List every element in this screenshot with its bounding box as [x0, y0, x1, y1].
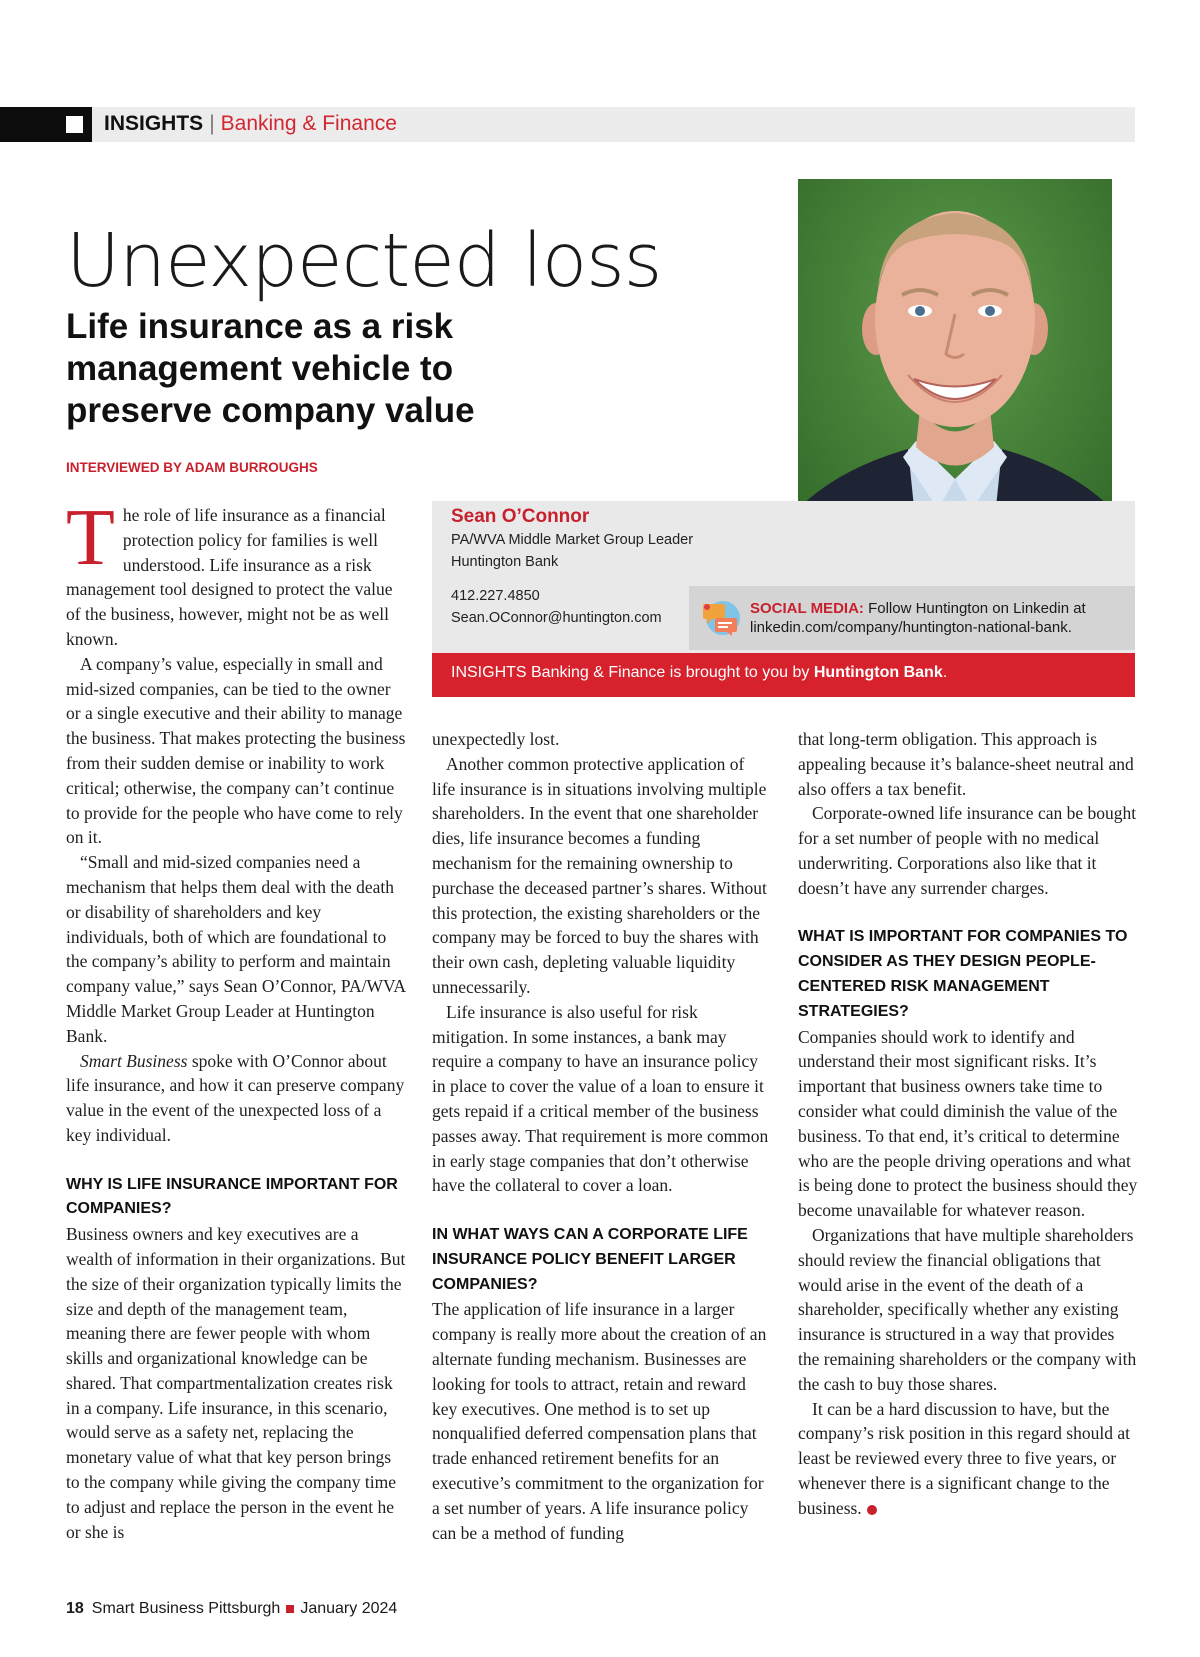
body-paragraph: unexpectedly lost.	[432, 729, 560, 749]
section-heading: WHY IS LIFE INSURANCE IMPORTANT FOR COMPANIES?	[66, 1175, 398, 1218]
article-title: Unexpected loss	[66, 218, 662, 304]
lead-paragraph-text: he role of life insurance as a financial protection policy for families is well understood. Life insurance as a risk management tool designed to protect the value of the business, however, might not be as well known.	[66, 505, 393, 649]
header-square-icon	[66, 116, 83, 133]
section-heading: IN WHAT WAYS CAN A CORPORATE LIFE INSURANCE POLICY BENEFIT LARGER COMPANIES?	[432, 1225, 748, 1293]
profile-name: Sean O’Connor	[451, 506, 590, 527]
publication-name: Smart Business	[80, 1050, 188, 1071]
body-paragraph: A company’s value, especially in small and mid-sized companies, can be tied to the owner or a single executive and their ability to manage the business. That makes protecting the business from their sudden demise or inability to work critical; otherwise, the company can’t continue to provide for the people who have come to rely on it.	[66, 653, 406, 848]
closing-paragraph-text: It can be a hard discussion to have, but the company’s risk position in this regard should at least be reviewed every three to five years, or whenever there is a significant change to the business.	[798, 1398, 1130, 1518]
lead-paragraph	[66, 494, 406, 652]
issue-date: January 2024	[300, 1600, 398, 1617]
section-separator: |	[209, 112, 215, 135]
sponsor-prefix: INSIGHTS Banking & Finance is brought to you by	[451, 664, 810, 681]
section-name: INSIGHTS	[104, 112, 204, 135]
body-paragraph	[66, 1049, 406, 1148]
body-paragraph: Life insurance is also useful for risk mitigation. In some instances, a bank may require a company to have an insurance policy in place to cover the value of a loan to ensure it gets repaid if a critical member of the business passes away. That requirement is more common in early stage companies that don’t otherwise have the collateral to cover a loan.	[432, 1001, 769, 1196]
social-media-text	[750, 599, 1086, 637]
profile-role: PA/WVA Middle Market Group Leader	[451, 532, 694, 548]
social-media-label: SOCIAL MEDIA:	[750, 600, 864, 617]
social-media-link[interactable]: linkedin.com/company/huntington-national-bank.	[750, 619, 1072, 636]
profile-phone[interactable]: 412.227.4850	[451, 588, 540, 604]
section-heading: WHAT IS IMPORTANT FOR COMPANIES TO CONSIDER AS THEY DESIGN PEOPLE-CENTERED RISK MANAGEMENT STRATEGIES?	[798, 928, 1128, 1020]
body-paragraph: Corporate-owned life insurance can be bought for a set number of people with no medical underwriting. Corporations also like that it doesn’t have any surrender charges.	[798, 803, 1137, 898]
footer-square-icon	[286, 1605, 294, 1613]
article-byline: INTERVIEWED BY ADAM BURROUGHS	[66, 460, 318, 475]
section-category: Banking & Finance	[220, 112, 397, 135]
section-header-band	[0, 107, 1135, 142]
section-label	[104, 112, 397, 136]
body-paragraph: The application of life insurance in a larger company is really more about the creation of an alternate funding mechanism. Businesses are looking for tools to attract, retain and reward key executives. One method is to set up nonqualified deferred compensation plans that trade enhanced retirement benefits for an executive’s commitment to the organization for a set number of years. A life insurance policy can be a method of funding	[432, 1299, 767, 1543]
body-paragraph: Organizations that have multiple shareholders should review the financial obligations that would arise in the event of the death of a shareholder, specifically whether any existing insurance is structured in a way that provides the remaining shareholders or the company with the cash to buy those shares.	[798, 1224, 1137, 1394]
closing-paragraph	[798, 1397, 1138, 1521]
profile-email[interactable]: Sean.OConnor@huntington.com	[451, 610, 662, 626]
chat-bubbles-icon	[699, 598, 741, 638]
body-paragraph-text: spoke with O’Connor about life insurance, and how it can preserve company value in the event of the unexpected loss of a key individual.	[66, 1050, 405, 1145]
page-footer	[66, 1600, 397, 1618]
sponsor-suffix: .	[942, 664, 948, 681]
header-black-block	[0, 107, 92, 142]
sponsor-name: Huntington Bank	[813, 664, 943, 681]
article-column-1	[66, 494, 406, 1544]
page-number: 18	[66, 1600, 84, 1617]
article-column-3	[798, 727, 1138, 1521]
article-subtitle: Life insurance as a risk management vehicle to preserve company value	[66, 307, 475, 430]
profile-company: Huntington Bank	[451, 554, 559, 570]
body-paragraph: that long-term obligation. This approach is appealing because it’s balance-sheet neutral and also offers a tax benefit.	[798, 729, 1134, 799]
publication-title: Smart Business Pittsburgh	[91, 1600, 281, 1617]
end-mark-icon	[867, 1505, 877, 1515]
sponsor-text	[451, 664, 947, 682]
article-column-2	[432, 727, 772, 1545]
drop-cap: T	[66, 494, 115, 582]
body-paragraph: Business owners and key executives are a wealth of information in their organizations. But the size of their organization typically limits the size and depth of the management team, meaning there are fewer people with whom skills and organizational knowledge can be shared. That compartmentalization creates risk in a company. Life insurance, in this scenario, would serve as a safety net, replacing the monetary value of what that key person brings to the company while giving the company time to adjust and replace the person in the event he or she is	[66, 1224, 406, 1542]
body-paragraph: “Small and mid-sized companies need a mechanism that helps them deal with the death or disability of shareholders and key individuals, both of which are foundational to the company’s ability to perform and maintain company value,” says Sean O’Connor, PA/WVA Middle Market Group Leader at Huntington Bank.	[66, 852, 406, 1046]
social-media-prompt: Follow Huntington on Linkedin at	[868, 600, 1086, 617]
body-paragraph: Companies should work to identify and understand their most significant risks. It’s important that business owners take time to consider what could diminish the value of the business. To that end, it’s critical to determine who are the people driving operations and what is being done to protect the business should they become unavailable for whatever reason.	[798, 1026, 1138, 1221]
body-paragraph: Another common protective application of life insurance is in situations involving multiple shareholders. In the event that one shareholder dies, life insurance becomes a funding mechanism for the remaining ownership to purchase the deceased partner’s shares. Without this protection, the existing shareholders or the company may be forced to buy the shares with their own cash, depleting valuable liquidity unnecessarily.	[432, 753, 767, 997]
